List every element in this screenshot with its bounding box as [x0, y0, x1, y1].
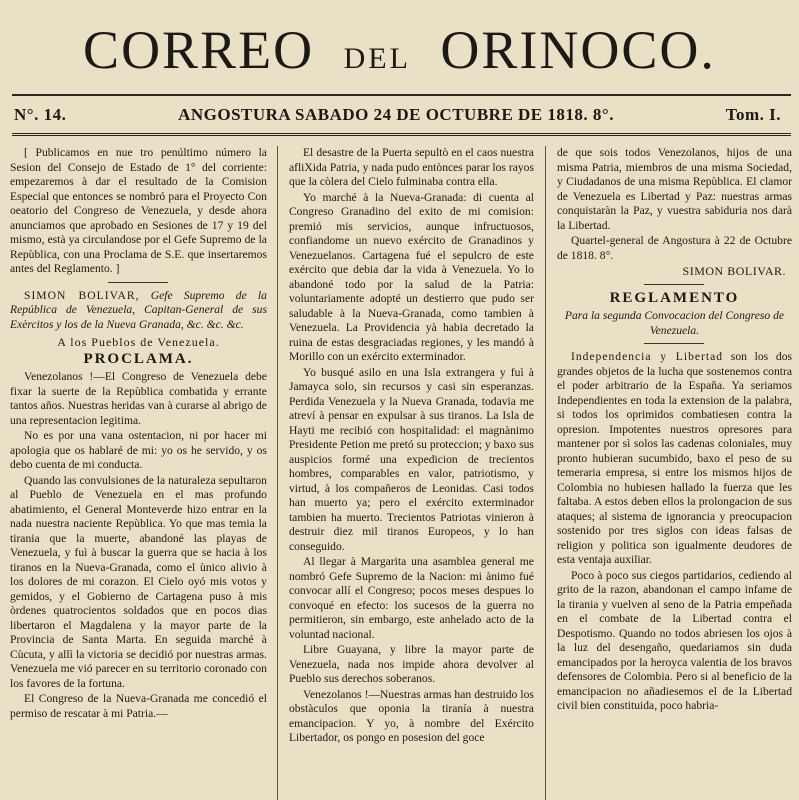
- reglamento-subtitle: Para la segunda Convocacion del Congreso de Venezuela.: [564, 309, 785, 337]
- paragraph: Venezolanos !—Nuestras armas han destruido los obstàculos que oponia la tiranía à nuestra emancipacion. Y yo, à nombre del Exército Libertador, os pongo en posesion del goce: [288, 687, 534, 744]
- addressee: A los Pueblos de Venezuela.: [57, 335, 220, 349]
- paragraph: Libre Guayana, y libre la mayor parte de Venezuela, nada nos impide ahora devolver al Pueblo sus derechos soberanos.: [288, 643, 534, 685]
- tome-number: Tom. I.: [725, 105, 781, 124]
- top-rule: [12, 94, 791, 96]
- masthead: [0, 10, 799, 90]
- paragraph: Yo busqué asilo en una Isla extrangera y fuì à Jamayca solo, sin recursos y casi sin esperanzas. Perdida Venezuela y la Nueva Granada, todavia me atreví à pensar en expulsar à sus tiranos. La Isla de Hayti me recibió con hospitalidad: el magnànimo Presidente Petion me pretó su proteccion; y baxo sus auspicios formé una expedicion de trecientos hombres, comparables en valor, patriotismo, y virtud, à los compañeros de Leonidas. Casi todos han muerto ya; pero el exército exterminador tambien ha muerto. Trecientos Patriotas vinieron à destruir diez mil tiranos Europeos, y lo han conseguido.: [288, 365, 534, 553]
- paragraph: Poco à poco sus ciegos partidarios, cediendo al grito de la razon, abandonan el campo infame de la tirania y vuelven al seno de la Patria empeñada en el combate de la Libertad contra el Despotismo. Quando no todos abriesen los ojos à la luz del desengaño, quedariamos sin duda emancipados por la heroyca valentia de los bravos defensores de Colombia. Pero si al beneficio de la emancipacion no añadiesemos el de la Libertad civil bien constituida, poco habria-: [556, 568, 792, 712]
- paragraph: No es por una vana ostentacion, ni por hacer mi apologia que os hablaré de mi: yo os he servido, y os debo cuenta de mi conducta.: [10, 429, 267, 471]
- paragraph: El Congreso de la Nueva-Granada me concedió el permiso de rescatar à mi Patria.—: [10, 692, 267, 720]
- sender-title: Gefe Supremo de la República de Venezuela, Capitan-General de sus Exèrcitos y los de la Nueva Granada, &c. &c. &c.: [10, 288, 267, 331]
- section-divider: [644, 284, 704, 285]
- paragraph: Al llegar à Margarita una asamblea general me nombró Gefe Supremo de la Nacion: mi ànimo fué convocar allí el Congreso; pocos meses despues lo convoqué en efecto: los sucesos de la guerra no permitieron, sin embargo, este anhelado acto de la voluntad nacional.: [288, 555, 534, 641]
- paragraph-text: son los dos grandes objetos de la lucha que sostenemos contra el poder arbitrario de la España. Ya seriamos Independientes en toda la extension de la palabra, si todos los oprimidos combatiesen contra la opresion. Impotentes nuestros opresores para mantener por sì solos las cadenas coloniales, muy pronto hubieran sucumbido, baxo el peso de su temeraria empresa, si entre los mismos hijos de Colombia no hubiesen hallado la fuerza que les faltaba. A estos deben ellos la prolongacion de sus ataques; al sistema de ignorancia y preocupacion sostenido por tres siglos con ideas falsas de religion y politica son igualmente deudores de esta ventaja auxiliar.: [556, 350, 792, 566]
- column-2: [277, 146, 545, 800]
- section-divider: [644, 343, 704, 344]
- small-caps-lead: Independencia y Libertad: [570, 350, 724, 363]
- issue-number: N°. 14.: [14, 105, 67, 124]
- issue-date: ANGOSTURA SABADO 24 DE OCTUBRE DE 1818. 8°.: [178, 105, 614, 124]
- proclamation-heading: [10, 289, 267, 333]
- reglamento-title: REGLAMENTO: [609, 289, 740, 306]
- paragraph: de que sois todos Venezolanos, hijos de una misma Patria, miembros de una misma Sociedad, y Ciudadanos de una misma Repùblica. El clamor de Venezuela es Libertad y Paz: nuestras armas conquistaràn la Paz, y vuestra sabiduria nos darà la Libertad.: [556, 146, 792, 232]
- paragraph: [557, 350, 792, 568]
- sender-name: SIMON BOLIVAR,: [24, 288, 140, 302]
- article-columns: [10, 146, 792, 800]
- signature: SIMON BOLIVAR.: [682, 264, 786, 278]
- masthead-orinoco: ORINOCO.: [440, 20, 716, 80]
- masthead-del: DEL: [343, 42, 411, 75]
- paragraph: El desastre de la Puerta sepultò en el caos nuestra afliXida Patria, y nada pudo entònces parar los rayos que la còlera del Cielo fulminaba contra ella.: [288, 146, 534, 188]
- double-rule: [12, 133, 791, 139]
- dateline-closing: Quartel-general de Angostura à 22 de Octubre de 1818. 8°.: [556, 234, 792, 262]
- section-divider: [108, 282, 168, 283]
- editorial-notice: [ Publicamos en nue tro penúltimo número la Sesion del Consejo de Estado de 1° del corriente: empezaremos à dar el resultado de la Comision Especial que entonces se nombró para el Proyecto Con oeatorio del Congreso de Venezuela, y desde ahora anunciamos que aprobado en Sesiones de 17 y 19 del mismo, està ya circulandose por el Gefe Supremo de la Repùblica, con una Proclama de S.E. que insertaremos antes del Reglamento. ]: [10, 146, 267, 275]
- masthead-correo: CORREO: [83, 20, 315, 80]
- dateline: [14, 100, 781, 130]
- paragraph: Yo marché à la Nueva-Granada: di cuenta al Congreso Granadino del exito de mi comision: premió mis servicios, aunque infructuosos, confiandome un nuevo exército de Granadinos y Venezuelanos. Cartagena fué el sepulcro de este exército que debia dar la vida à Venezuela. Yo lo abandoné todo por la salud de la Patria: voluntariamente adopté un destierro que pudo ser saludable à la Nueva-Granada, como tambien à Venezuela. La Providencia yà habia decretado la ruina de estas desgraciadas regiones, y les mandó à Morillo con un exército exterminador.: [288, 190, 534, 363]
- column-1: [10, 146, 277, 800]
- paragraph: Venezolanos !—El Congreso de Venezuela debe fixar la suerte de la Repùblica combatida y errante tantos años. Nuestras heridas van à curarse al abrigo de una representacion legitima.: [10, 370, 267, 427]
- paragraph: Quando las convulsiones de la naturaleza sepultaron al Pueblo de Venezuela en el mas profundo abatimiento, el General Monteverde hizo entrar en la nada nuestra naciente Repùblica. Yo que mas temia la tirania que la muerte, abandoné las playas de Venezuela, y fuì à buscar la guerra que se hacia à los tiranos en la Nueva-Granada, como el ùnico alivio à los dolores de mi corazon. El Cielo oyó mis votos y gemidos, y el Gobierno de Cartagena puso à mis òrdenes quatrocientos soldados que en pocos dias libertaron el Magdalena y la mayor parte de la Provincia de Santa Marta. En seguida marché à Cùcuta, y allì la victoria se decidió por nuestras armas. Venezuela me vió parecer en su territorio coronado con los favores de la fortuna.: [10, 473, 267, 690]
- column-3: [545, 146, 792, 800]
- proclamation-title: PROCLAMA.: [83, 350, 194, 367]
